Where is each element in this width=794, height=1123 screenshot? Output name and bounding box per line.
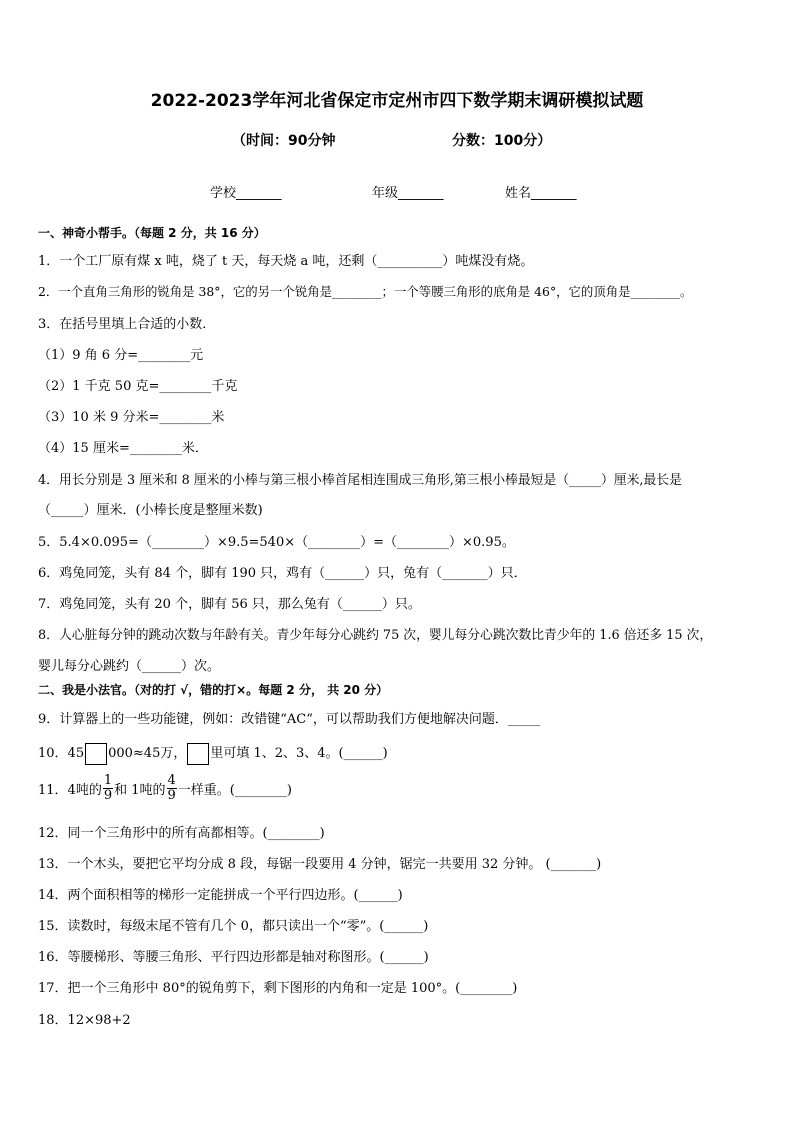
question-17: 17．把一个三角形中 80°的锐角剪下，剩下图形的内角和一定是 100°。(________) (38, 981, 518, 996)
question-2: 2．一个直角三角形的锐角是 38°，它的另一个锐角是________；一个等腰三角形的底角是 46°，它的顶角是________。 (38, 284, 693, 299)
question-1: 1．一个工厂原有煤 x 吨，烧了 t 天，每天烧 a 吨，还剩（__________）吨煤没有烧。 (38, 254, 534, 269)
question-3-4: （4）15 厘米=________米． (38, 441, 208, 456)
exam-score: 分数：100分） (452, 133, 552, 149)
exam-time: （时间：90分钟 (232, 133, 336, 149)
question-4-line-1: 4．用长分别是 3 厘米和 8 厘米的小棒与第三根小棒首尾相连围成三角形,第三根小棒最短是（_____）厘米,最长是 (38, 473, 682, 488)
fraction-four-ninths: $\frac{4}{9}$ (167, 773, 176, 803)
question-11 (38, 774, 292, 803)
question-7: 7．鸡兔同笼，头有 20 个，脚有 56 只，那么兔有（______）只。 (38, 597, 421, 612)
question-11-prefix: 11．4吨的 (38, 783, 102, 798)
question-18: 18．12×98+2 (38, 1013, 131, 1028)
question-10-middle: 000≈45万， (108, 746, 187, 761)
question-8-line-1: 8．人心脏每分钟的跳动次数与年龄有关。青少年每分心跳约 75 次，婴儿每分心跳次数比青少年的 1.6 倍还多 15 次， (38, 628, 713, 643)
blank-box (187, 743, 209, 765)
question-5: 5．5.4×0.095=（________）×9.5=540×（________）=（________）×0.95。 (38, 535, 515, 550)
question-14: 14．两个面积相等的梯形一定能拼成一个平行四边形。(______) (38, 888, 403, 903)
question-10-suffix: 里可填 1、2、3、4。(______) (210, 746, 388, 761)
question-6: 6．鸡兔同笼，头有 84 个，脚有 190 只，鸡有（______）只，兔有（_______）只． (38, 566, 527, 581)
question-15: 15．读数时，每级末尾不管有几个 0，都只读出一个“零”。(______) (38, 919, 429, 934)
question-12: 12．同一个三角形中的所有高都相等。(________) (38, 826, 325, 841)
question-3-3: （3）10 米 9 分米=________米 (38, 410, 225, 425)
question-13: 13．一个木头，要把它平均分成 8 段，每锯一段要用 4 分钟，锯完一共要用 32 分钟。 (_______) (38, 857, 602, 872)
question-16: 16．等腰梯形、等腰三角形、平行四边形都是轴对称图形。(______) (38, 950, 429, 965)
blank-box (85, 743, 107, 765)
section-1-heading: 一、神奇小帮手。（每题 2 分，共 16 分） (38, 226, 266, 240)
question-3-2: （2）1 千克 50 克=________千克 (38, 379, 238, 394)
question-8-line-2: 婴儿每分心跳约（______）次。 (38, 659, 221, 674)
question-3-1: （1）9 角 6 分=________元 (38, 348, 204, 363)
page-title: 2022-2023学年河北省保定市定州市四下数学期末调研模拟试题 (150, 91, 644, 111)
question-11-suffix: 一样重。(________) (177, 783, 292, 798)
question-4-line-2: （_____）厘米．(小棒长度是整厘米数) (38, 503, 263, 518)
question-3: 3．在括号里填上合适的小数． (38, 317, 216, 332)
question-9: 9．计算器上的一些功能键，例如：改错键“AC“，可以帮助我们方便地解决问题．_____ (38, 712, 541, 727)
section-2-heading: 二、我是小法官。（对的打 √，错的打×。每题 2 分， 共 20 分） (38, 683, 389, 697)
name-field: 姓名_______ (505, 186, 577, 201)
fraction-one-ninth: $\frac{1}{9}$ (103, 773, 113, 803)
question-10 (38, 742, 388, 765)
grade-field: 年级_______ (372, 186, 444, 201)
school-field: 学校_______ (210, 186, 282, 201)
question-10-prefix: 10．45 (38, 746, 85, 761)
question-11-middle: 和 1吨的 (114, 783, 166, 798)
